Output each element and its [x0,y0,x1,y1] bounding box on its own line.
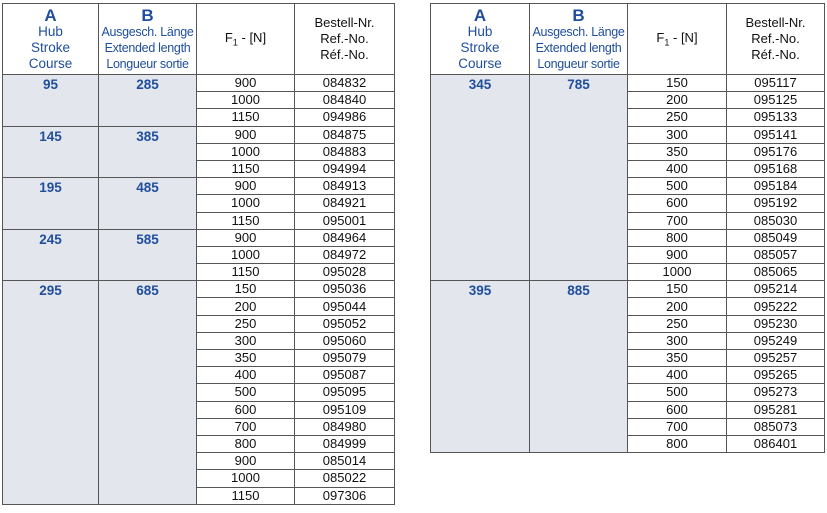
order-number-value: 095133 [727,109,825,126]
force-value: 900 [628,246,727,263]
stroke-label-line: Course [28,55,73,71]
spec-table-left [2,3,395,505]
force-value: 600 [628,401,727,418]
force-value: 150 [628,75,727,92]
order-number-value: 095192 [727,195,825,212]
order-number-value: 095176 [727,143,825,160]
stroke-value: 95 [3,75,99,127]
stroke-value: 195 [3,178,99,230]
table-row [431,281,825,298]
column-header-extended-length [99,4,197,75]
order-number-value: 095249 [727,332,825,349]
order-number-value: 085014 [295,453,395,470]
force-value: 800 [628,435,727,452]
force-value: 200 [628,298,727,315]
force-value: 200 [628,92,727,109]
column-header-stroke [3,4,99,75]
column-header-stroke [431,4,530,75]
force-value: 900 [197,178,295,195]
order-number-value: 084913 [295,178,395,195]
stroke-value: 395 [431,281,530,453]
force-value: 1150 [197,109,295,126]
force-value: 350 [628,143,727,160]
order-number-value: 084980 [295,418,395,435]
order-number-value: 095087 [295,367,395,384]
table-row [431,75,825,92]
order-number-value: 095060 [295,332,395,349]
order-number-value: 084832 [295,75,395,92]
order-number-value: 095214 [727,281,825,298]
order-number-value: 097306 [295,487,395,504]
force-symbol: F [224,30,233,46]
column-letter-b: B [572,5,585,25]
order-number-value: 094994 [295,160,395,177]
stroke-label-line: Stroke [460,39,500,55]
force-value: 400 [628,160,727,177]
extended-length-value: 885 [530,281,628,453]
extended-length-value: 385 [99,126,197,178]
column-header-extended-length [530,4,628,75]
force-value: 500 [197,384,295,401]
extended-length-value: 785 [530,75,628,281]
table-row [3,229,395,246]
order-number-label-line: Réf.-No. [751,47,800,62]
column-letter-a: A [473,5,487,25]
extended-length-value: 685 [99,281,197,504]
force-value: 1000 [628,264,727,281]
force-unit: - [N] [237,30,267,46]
column-header-order-number [295,4,395,75]
order-number-value: 084921 [295,195,395,212]
extended-length-value: 585 [99,229,197,281]
extended-length-value: 285 [99,75,197,127]
force-value: 600 [197,401,295,418]
force-value: 300 [628,126,727,143]
force-value: 800 [197,435,295,452]
order-number-value: 095117 [727,75,825,92]
force-value: 800 [628,229,727,246]
force-value: 400 [197,367,295,384]
force-unit: - [N] [669,30,698,46]
force-value: 350 [628,350,727,367]
order-number-value: 084964 [295,229,395,246]
force-value: 1150 [197,487,295,504]
force-subscript: 1 [664,37,670,48]
order-number-value: 095265 [727,367,825,384]
stroke-label-line: Hub [467,23,493,39]
order-number-value: 085073 [727,418,825,435]
order-number-value: 084840 [295,92,395,109]
force-subscript: 1 [232,37,238,48]
order-number-label-line: Ref.-No. [751,31,800,46]
order-number-value: 095109 [295,401,395,418]
order-number-value: 095044 [295,298,395,315]
column-header-force [197,4,295,75]
order-number-value: 095257 [727,350,825,367]
force-value: 500 [628,384,727,401]
force-value: 700 [628,418,727,435]
table-row [3,281,395,298]
order-number-value: 095079 [295,350,395,367]
force-value: 1000 [197,143,295,160]
order-number-value: 084999 [295,435,395,452]
force-value: 300 [197,332,295,349]
order-number-value: 095125 [727,92,825,109]
force-value: 250 [628,109,727,126]
order-number-value: 095222 [727,298,825,315]
order-number-value: 085057 [727,246,825,263]
force-value: 300 [628,332,727,349]
table-row [3,126,395,143]
order-number-value: 095281 [727,401,825,418]
extended-length-label-line: Ausgesch. Länge [532,24,625,39]
order-number-value: 095028 [295,264,395,281]
order-number-label-line: Bestell-Nr. [314,15,375,30]
force-value: 900 [197,75,295,92]
force-value: 1150 [197,212,295,229]
force-value: 1000 [197,92,295,109]
order-number-value: 095052 [295,315,395,332]
order-number-value: 084883 [295,143,395,160]
force-value: 150 [628,281,727,298]
order-number-value: 095273 [727,384,825,401]
column-letter-b: B [141,5,154,25]
extended-length-label-line: Extended length [535,40,622,55]
order-number-value: 095230 [727,315,825,332]
column-header-force [628,4,727,75]
extended-length-label-line: Ausgesch. Länge [101,24,194,39]
stroke-value: 295 [3,281,99,504]
order-number-value: 084972 [295,246,395,263]
force-value: 900 [197,453,295,470]
order-number-value: 095095 [295,384,395,401]
stroke-value: 345 [431,75,530,281]
order-number-value: 086401 [727,435,825,452]
order-number-value: 085049 [727,229,825,246]
force-value: 900 [197,229,295,246]
extended-length-label-line: Longueur sortie [537,56,620,71]
force-value: 600 [628,195,727,212]
order-number-value: 095141 [727,126,825,143]
order-number-value: 095168 [727,160,825,177]
extended-length-label-line: Extended length [104,40,191,55]
force-value: 200 [197,298,295,315]
table-row [3,178,395,195]
force-value: 700 [197,418,295,435]
stroke-label-line: Stroke [30,39,71,55]
order-number-value: 095036 [295,281,395,298]
force-value: 1000 [197,195,295,212]
order-number-label-line: Bestell-Nr. [745,15,806,30]
stroke-value: 145 [3,126,99,178]
force-value: 150 [197,281,295,298]
force-value: 900 [197,126,295,143]
order-number-value: 094986 [295,109,395,126]
header-row [431,4,825,75]
stroke-label-line: Hub [38,23,63,39]
force-symbol: F [656,30,665,46]
spec-table-right [430,3,825,453]
header-row [3,4,395,75]
extended-length-label-line: Longueur sortie [106,56,189,71]
force-value: 400 [628,367,727,384]
extended-length-value: 485 [99,178,197,230]
order-number-value: 085030 [727,212,825,229]
force-value: 1150 [197,160,295,177]
order-number-value: 095001 [295,212,395,229]
force-value: 1000 [197,470,295,487]
force-value: 700 [628,212,727,229]
force-value: 250 [628,315,727,332]
order-number-label-line: Réf.-No. [320,47,369,62]
stroke-label-line: Course [458,55,502,71]
order-number-value: 084875 [295,126,395,143]
order-number-value: 095184 [727,178,825,195]
column-header-order-number [727,4,825,75]
table-row [3,75,395,92]
order-number-value: 085022 [295,470,395,487]
stroke-value: 245 [3,229,99,281]
force-value: 350 [197,350,295,367]
force-value: 1000 [197,246,295,263]
force-value: 1150 [197,264,295,281]
force-value: 250 [197,315,295,332]
order-number-label-line: Ref.-No. [320,31,369,46]
force-value: 500 [628,178,727,195]
order-number-value: 085065 [727,264,825,281]
column-letter-a: A [44,5,57,25]
